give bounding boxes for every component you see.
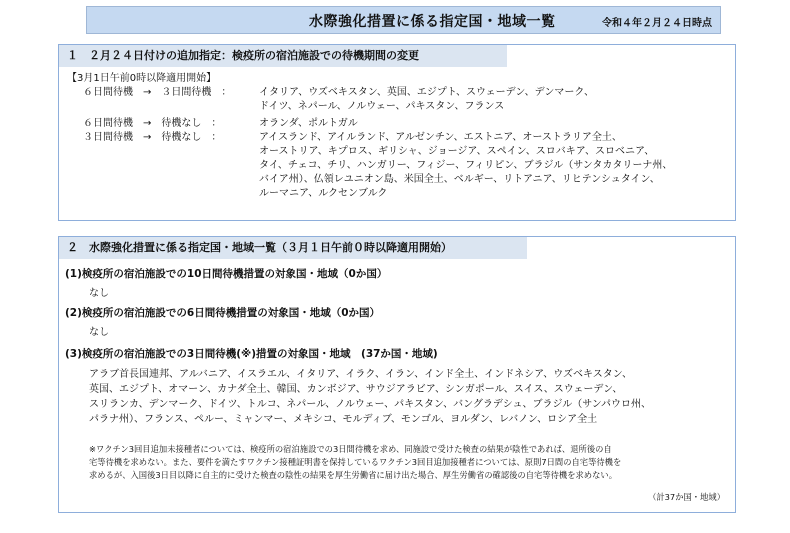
- section-designated-list: [58, 236, 736, 513]
- footnote-line: ※ワクチン3回目追加未接種者については、検疫所の宿泊施設での3日間待機を求め、同施設で受けた検査の結果が陰性であれば、退所後の自: [89, 444, 612, 454]
- total-count: （計37か国・地域）: [648, 492, 725, 502]
- subsection1-title: (1)検疫所の宿泊施設での10日間待機措置の対象国・地域（0か国）: [65, 268, 388, 280]
- group3-line: オーストリア、キプロス、ギリシャ、ジョージア、スペイン、スロバキア、スロベニア、: [259, 146, 655, 157]
- group3-line: バイア州）、仏領レユニオン島、米国全土、ベルギー、リトアニア、リヒテンシュタイン、: [259, 174, 660, 185]
- as-of-date: 令和４年２月２４日時点: [602, 18, 712, 29]
- section-additional-designation: [58, 44, 736, 221]
- country-list-line: スリランカ、デンマーク、ドイツ、トルコ、ネパール、ノルウェー、パキスタン、バングラデシュ、ブラジル（サンパウロ州、: [89, 399, 652, 410]
- group3-line: ルーマニア、ルクセンブルク: [259, 188, 388, 199]
- document-title: 水際強化措置に係る指定国・地域一覧: [309, 14, 556, 30]
- footnote-line: 求めるが、入国後3日目以降に自主的に受けた検査の陰性の結果を厚生労働省に届け出た場合、厚生労働省の確認後の自宅等待機を求めない。: [89, 470, 617, 480]
- group1-line: イタリア、ウズベキスタン、英国、エジプト、スウェーデン、デンマーク、: [259, 87, 594, 98]
- document-title-bar: [86, 6, 721, 34]
- subsection3-title: (3)検疫所の宿泊施設での3日間待機(※)措置の対象国・地域 (37か国・地域): [65, 348, 438, 360]
- country-list-line: パラナ州）、フランス、ペルー、ミャンマー、メキシコ、モルディブ、モンゴル、ヨルダン、レバノン、ロシア全土: [89, 414, 598, 425]
- group3-label: ３日間待機 → 待機なし ：: [83, 132, 222, 143]
- country-list-line: 英国、エジプト、オマーン、カナダ全土、韓国、カンボジア、サウジアラビア、シンガポール、スイス、スウェーデン、: [89, 384, 623, 395]
- section1-heading: １ ２月２４日付けの追加指定：検疫所の宿泊施設での待機期間の変更: [59, 45, 507, 67]
- group1-line: ドイツ、ネパール、ノルウェー、パキスタン、フランス: [259, 101, 505, 112]
- subsection2-body: なし: [89, 327, 109, 338]
- group3-line: アイスランド、アイルランド、アルゼンチン、エストニア、オーストラリア全土、: [259, 132, 622, 143]
- group3-line: タイ、チェコ、チリ、ハンガリー、フィジー、フィリピン、ブラジル（サンタカタリーナ州、: [259, 160, 673, 171]
- effective-date-note: 【3月1日午前0時以降適用開始】: [67, 73, 217, 84]
- group2-label: ６日間待機 → 待機なし ：: [83, 118, 222, 129]
- subsection1-body: なし: [89, 288, 109, 299]
- group1-label: ６日間待機 → ３日間待機 ：: [83, 87, 232, 98]
- section2-heading: ２ 水際強化措置に係る指定国・地域一覧（３月１日午前０時以降適用開始）: [59, 237, 527, 259]
- footnote-line: 宅等待機を求めない。また、要件を満たすワクチン接種証明書を保持しているワクチン3回目追加接種者については、原則7日間の自宅等待機を: [89, 457, 622, 467]
- country-list-line: アラブ首長国連邦、アルバニア、イスラエル、イタリア、イラク、イラン、インド全土、インドネシア、ウズベキスタン、: [89, 369, 632, 380]
- group2-line: オランダ、ポルトガル: [259, 118, 358, 129]
- subsection2-title: (2)検疫所の宿泊施設での6日間待機措置の対象国・地域（0か国）: [65, 307, 381, 319]
